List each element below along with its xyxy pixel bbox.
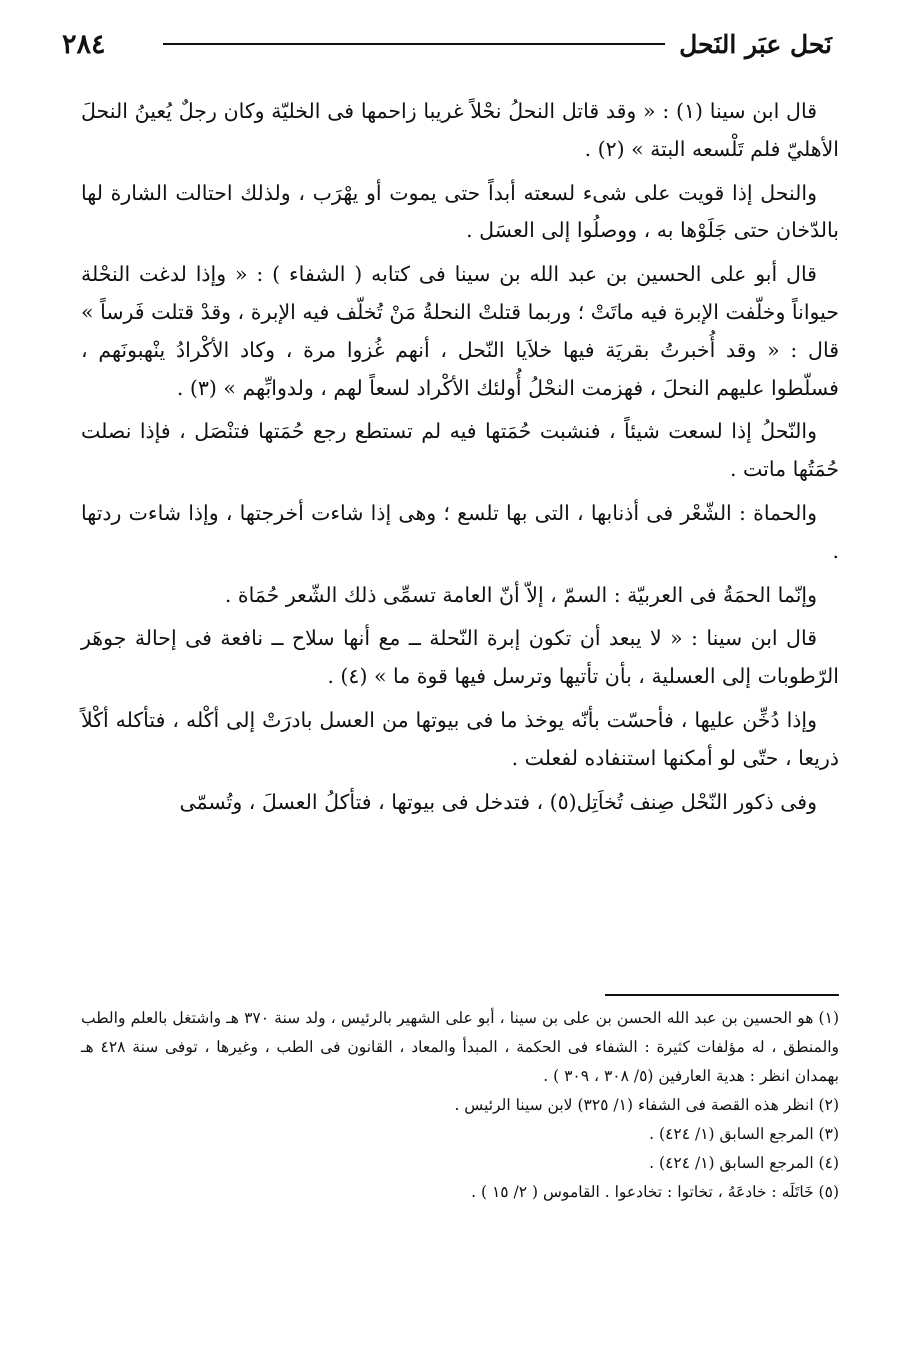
- paragraph: قال ابن سينا : « لا يبعد أن تكون إبرة النّحلة ــ مع أنها سلاح ــ نافعة فى إحالة جوهَر الرّطوبات إلى العسلية ، بأن تأتيها وترسل فيها قوة ما » (٤) .: [81, 626, 839, 689]
- footnote: (٢) انظر هذه القصة فى الشفاء (١/ ٣٢٥) لابن سينا الرئيس .: [454, 1096, 839, 1114]
- header-rule: [163, 43, 665, 45]
- page-header: [62, 14, 832, 74]
- footnote-separator: [605, 994, 839, 996]
- running-title: نَحل عبَر النَحل: [679, 29, 832, 59]
- paragraph: وفى ذكور النّحْل صِنف تُخاَتِل(٥) ، فتدخل فى بيوتها ، فتأكلُ العسلَ ، وتُسمّى: [179, 789, 817, 814]
- paragraph: وإنّما الحمَةُ فى العربيّة : السمّ ، إلاّ أنّ العامة تسمِّى ذلك الشّعر حُمَاة .: [224, 582, 817, 607]
- footnote: (٤) المرجع السابق (١/ ٤٢٤) .: [649, 1154, 839, 1172]
- footnote: (٥) خَاتَلَه : خادعَهُ ، تخاتوا : تخادعوا . القاموس ( ٢/ ١٥ ) .: [471, 1183, 839, 1201]
- footnote: (٣) المرجع السابق (١/ ٤٢٤) .: [649, 1125, 839, 1143]
- body-text: [81, 93, 839, 827]
- paragraph: والنحل إذا قويت على شىء لسعته أبداً حتى يموت أو يهْرَب ، ولذلك احتالت الشارة لها بالدّخان حتى جَلَوْها به ، ووصلُوا إلى العسَل .: [81, 180, 839, 243]
- paragraph: قال أبو على الحسين بن عبد الله بن سينا فى كتابه ( الشفاء ) : « وإذا لدغت النحْلة حيواناً وخلّفت الإبرة فيه ماتَتْ ؛ وربما قتلتْ النحلةُ مَنْ تُخلّف فيه الإبرة ، وقدْ قتلت فَرساً » قال : « وقد أُخبرتُ بقريَة فيها خلاَيا النّحل ، أنهم غُزوا مرة ، وكاد الأكْرادُ ينْهبونَهم ، فسلّطوا عليهم النحلَ ، فهزمت النحْلُ أُولئك الأكْراد لسعاً لهم ، ولدوابِّهم » (٣) .: [81, 262, 839, 400]
- paragraph: والحماة : الشّعْر فى أذنابها ، التى بها تلسع ؛ وهى إذا شاءت أخرجتها ، وإذا شاءت ردتها .: [81, 500, 839, 563]
- paragraph: قال ابن سينا (١) : « وقد قاتل النحلُ نحْلاً غريبا زاحمها فى الخليّة وكان رجلٌ يُعينُ النحلَ الأهليّ فلم تَلْسعه البتة » (٢) .: [81, 99, 839, 161]
- paragraph: والنّحلُ إذا لسعت شيئاً ، فنشبت حُمَتها فيه لم تستطع رجع حُمَتها فتنْصَل ، فإذا نصلت حُمَتُها ماتت .: [81, 419, 839, 482]
- paragraph: وإذا دُخِّن عليها ، فأحسّت بأنّه يوخذ ما فى بيوتها من العسل بادرَتْ إلى أكْله ، فتأكله أكْلاً ذريعا ، حتّى لو أمكنها استنفاده لفعلت .: [81, 707, 839, 770]
- page-number: ٢٨٤: [62, 28, 106, 60]
- footnote: (١) هو الحسين بن عبد الله الحسن بن على بن سينا ، أبو على الشهير بالرئيس ، ولد سنة ٣٧٠ هـ واشتغل بالعلم والطب والمنطق ، له مؤلفات كثيرة : الشفاء فى الحكمة ، المبدأ والمعاد ، القانون فى الطب ، وغيرها ، توفى سنة ٤٢٨ هـ بهمدان انظر : هدية العارفين (٥/ ٣٠٨ ، ٣٠٩ ) .: [81, 1009, 839, 1085]
- footnotes: [81, 1004, 839, 1207]
